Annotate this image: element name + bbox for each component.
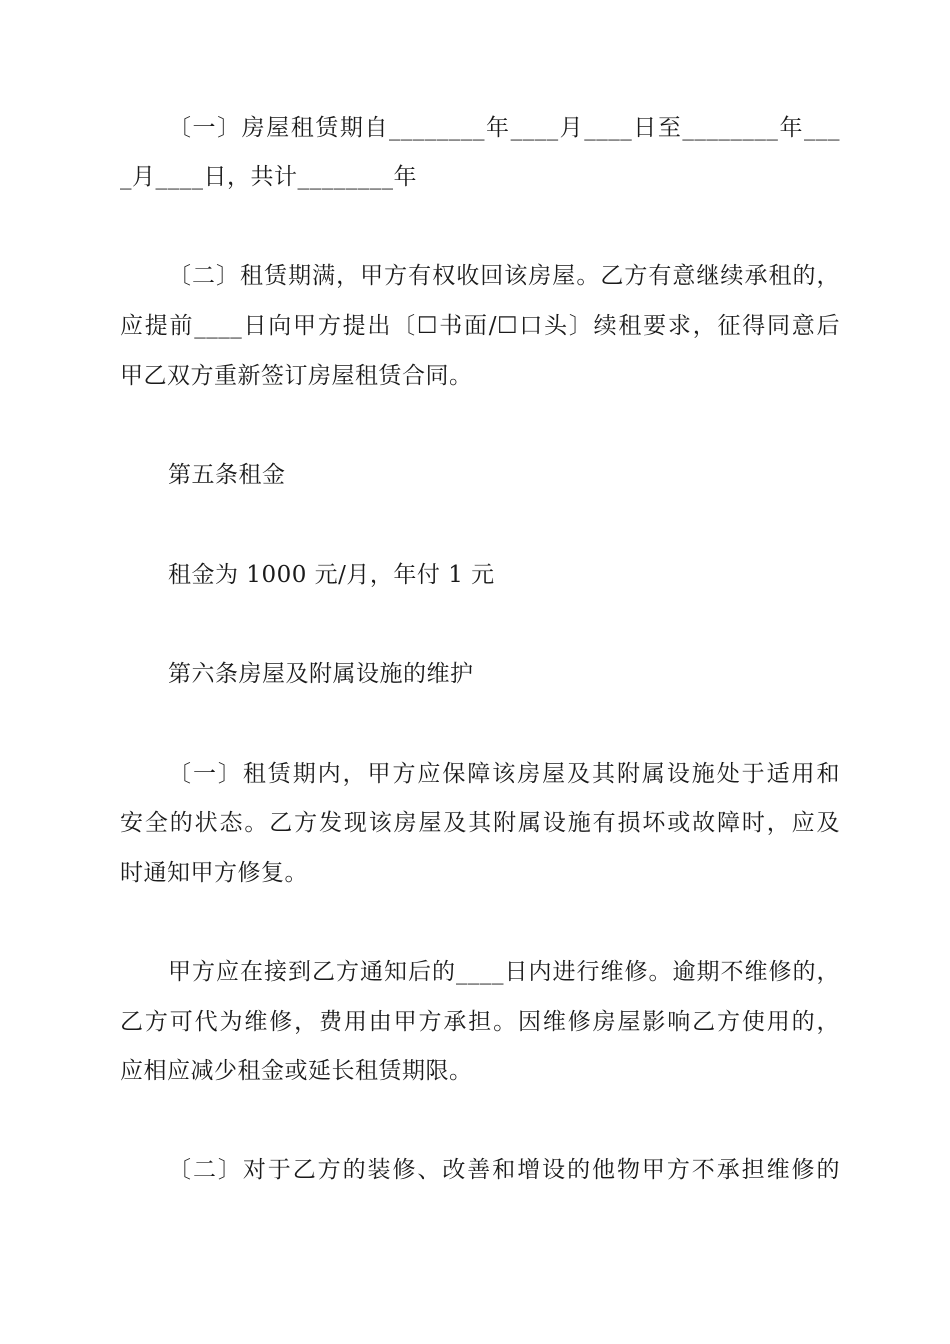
maintenance-line-2: 安全的状态。乙方发现该房屋及其附属设施有损坏或故障时，应及 (120, 810, 840, 836)
article-5-heading: 第五条租金 (168, 462, 286, 488)
article-6-heading: 第六条房屋及附属设施的维护 (168, 661, 474, 687)
renewal-line-2: 应提前____日向甲方提出〔☐书面/☐口头〕续租要求，征得同意后 (120, 313, 840, 339)
repair-line-1: 甲方应在接到乙方通知后的____日内进行维修。逾期不维修的， (168, 959, 840, 985)
renewal-line-1: 〔二〕租赁期满，甲方有权收回该房屋。乙方有意继续承租的， (168, 263, 840, 289)
maintenance-line-3: 时通知甲方修复。 (120, 860, 308, 886)
repair-line-2: 乙方可代为维修，费用由甲方承担。因维修房屋影响乙方使用的， (120, 1009, 840, 1035)
repair-line-3: 应相应减少租金或延长租赁期限。 (120, 1058, 473, 1084)
rent-amount-line: 租金为 1000 元/月，年付 1 元 (168, 562, 495, 588)
lease-term-line-1: 〔一〕房屋租赁期自________年____月____日至________年___ (168, 115, 840, 141)
decoration-line-1: 〔二〕对于乙方的装修、改善和增设的他物甲方不承担维修的 (168, 1157, 840, 1183)
renewal-line-3: 甲乙双方重新签订房屋租赁合同。 (120, 363, 473, 389)
maintenance-line-1: 〔一〕租赁期内，甲方应保障该房屋及其附属设施处于适用和 (168, 761, 840, 787)
lease-term-line-2: _月____日，共计________年 (120, 164, 417, 190)
